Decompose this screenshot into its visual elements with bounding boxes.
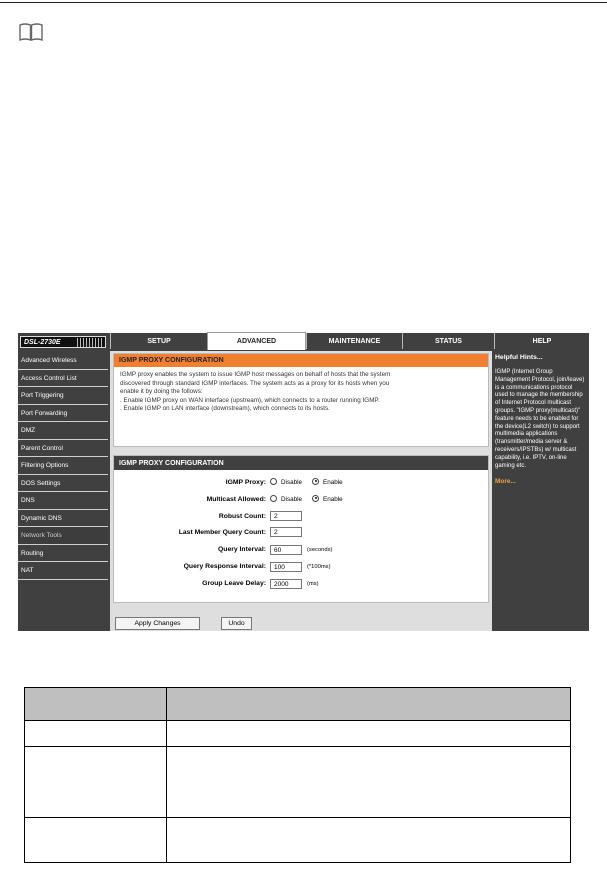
sidebar-item-nat[interactable]: NAT	[18, 562, 108, 580]
group-leave-delay-input[interactable]: 2000	[270, 579, 302, 589]
sidebar-item-port-triggering[interactable]: Port Triggering	[18, 387, 108, 405]
panel2-title: IGMP PROXY CONFIGURATION	[114, 456, 488, 470]
igmp-proxy-disable-label: Disable	[281, 479, 302, 486]
sidebar-item-dos-settings[interactable]: DOS Settings	[18, 475, 108, 493]
last-member-query-count-row	[114, 526, 488, 540]
sidebar	[18, 352, 108, 580]
sidebar-item-parent-control[interactable]: Parent Control	[18, 440, 108, 458]
intro-text	[114, 367, 488, 414]
router-logo	[20, 336, 106, 348]
intro-line: enable it by doing the follows:	[120, 388, 203, 395]
table-cell	[167, 818, 571, 863]
sidebar-item-routing[interactable]: Routing	[18, 545, 108, 563]
intro-line: . Enable IGMP proxy on WAN interface (upstream), which connects to a router running IGMP.	[120, 396, 380, 404]
robust-count-input[interactable]: 2	[270, 511, 302, 521]
main-content	[110, 351, 492, 631]
table-cell	[25, 747, 167, 818]
top-rule	[0, 2, 607, 3]
igmp-proxy-enable-radio[interactable]	[312, 478, 319, 485]
group-leave-delay-row	[114, 577, 488, 591]
query-response-interval-input[interactable]: 100	[270, 562, 302, 572]
group-leave-delay-label: Group Leave Delay:	[202, 580, 266, 587]
query-response-interval-label: Query Response Interval:	[183, 563, 266, 570]
tab-help[interactable]: HELP	[494, 333, 589, 349]
table-cell	[167, 721, 571, 747]
query-interval-unit: (seconds)	[307, 547, 333, 553]
sidebar-item-dmz[interactable]: DMZ	[18, 422, 108, 440]
router-screenshot	[18, 333, 589, 631]
help-panel	[493, 351, 589, 631]
undo-button[interactable]: Undo	[221, 617, 252, 630]
intro-line: discovered through standard IGMP interfaces. The system acts as a proxy for its hosts when you	[120, 379, 390, 387]
multicast-disable-label: Disable	[281, 496, 302, 503]
table-header-row	[25, 688, 571, 721]
sidebar-item-access-control-list[interactable]: Access Control List	[18, 370, 108, 388]
query-response-interval-unit: (*100ms)	[307, 564, 331, 570]
note-book-icon	[18, 22, 44, 42]
sidebar-item-network-tools[interactable]: Network Tools	[18, 527, 108, 545]
igmp-intro-panel	[113, 353, 489, 447]
query-response-interval-row	[114, 560, 488, 574]
apply-changes-button[interactable]: Apply Changes	[115, 617, 200, 630]
top-tabs	[110, 333, 589, 349]
multicast-allowed-row	[114, 493, 488, 507]
group-leave-delay-unit: (ms)	[307, 581, 319, 587]
table-row	[25, 721, 571, 747]
table-row	[25, 818, 571, 863]
last-member-query-count-label: Last Member Query Count:	[178, 529, 266, 536]
sidebar-item-dns[interactable]: DNS	[18, 492, 108, 510]
tab-maintenance[interactable]: MAINTENANCE	[306, 333, 402, 349]
parameter-table	[24, 687, 571, 863]
panel1-title: IGMP PROXY CONFIGURATION	[114, 354, 488, 367]
query-interval-label: Query Interval:	[218, 546, 266, 553]
sidebar-item-filtering-options[interactable]: Filtering Options	[18, 457, 108, 475]
multicast-disable-radio[interactable]	[270, 495, 277, 502]
query-interval-input[interactable]: 60	[270, 545, 302, 555]
igmp-proxy-disable-radio[interactable]	[270, 478, 277, 485]
robust-count-label: Robust Count:	[218, 513, 266, 520]
table-cell	[25, 721, 167, 747]
tab-status[interactable]: STATUS	[402, 333, 494, 349]
tab-setup[interactable]: SETUP	[110, 333, 207, 349]
igmp-proxy-row	[114, 476, 488, 490]
router-model: DSL-2730E	[24, 339, 61, 346]
sidebar-item-dynamic-dns[interactable]: Dynamic DNS	[18, 510, 108, 528]
sidebar-item-port-forwarding[interactable]: Port Forwarding	[18, 405, 108, 423]
table-row	[25, 747, 571, 818]
igmp-proxy-enable-label: Enable	[323, 479, 343, 486]
multicast-enable-label: Enable	[323, 496, 343, 503]
table-header-cell	[25, 688, 167, 721]
help-title: Helpful Hints...	[495, 354, 543, 361]
multicast-allowed-label: Multicast Allowed:	[206, 496, 266, 503]
query-interval-row	[114, 543, 488, 557]
logo-stripes	[77, 338, 103, 347]
igmp-config-panel	[113, 455, 489, 603]
intro-line: . Enable IGMP on LAN interface (downstream), which connects to its hosts.	[120, 405, 330, 412]
igmp-proxy-label: IGMP Proxy:	[225, 479, 266, 486]
table-header-cell	[167, 688, 571, 721]
robust-count-row	[114, 510, 488, 524]
last-member-query-count-input[interactable]: 2	[270, 527, 302, 537]
help-text: IGMP (Internet Group Management Protocol, join/leave) is a communications protocol used to manage the membership of Internet Protocol multicast groups. "IGMP proxy(multicast)" feature needs to be enabled for the device(L2 switch) to support multimedia applications (transmitter/media server & receivers/IPSTBs) w/ multicast capability, i.e. IPTV, on-line gaming etc.	[495, 369, 585, 469]
multicast-enable-radio[interactable]	[312, 495, 319, 502]
table-cell	[167, 747, 571, 818]
intro-line: IGMP proxy enables the system to issue IGMP host messages on behalf of hosts that the system	[120, 371, 391, 378]
sidebar-item-advanced-wireless[interactable]: Advanced Wireless	[18, 352, 108, 370]
help-more-link[interactable]: More...	[495, 478, 516, 486]
tab-advanced[interactable]: ADVANCED	[207, 332, 306, 350]
table-cell	[25, 818, 167, 863]
